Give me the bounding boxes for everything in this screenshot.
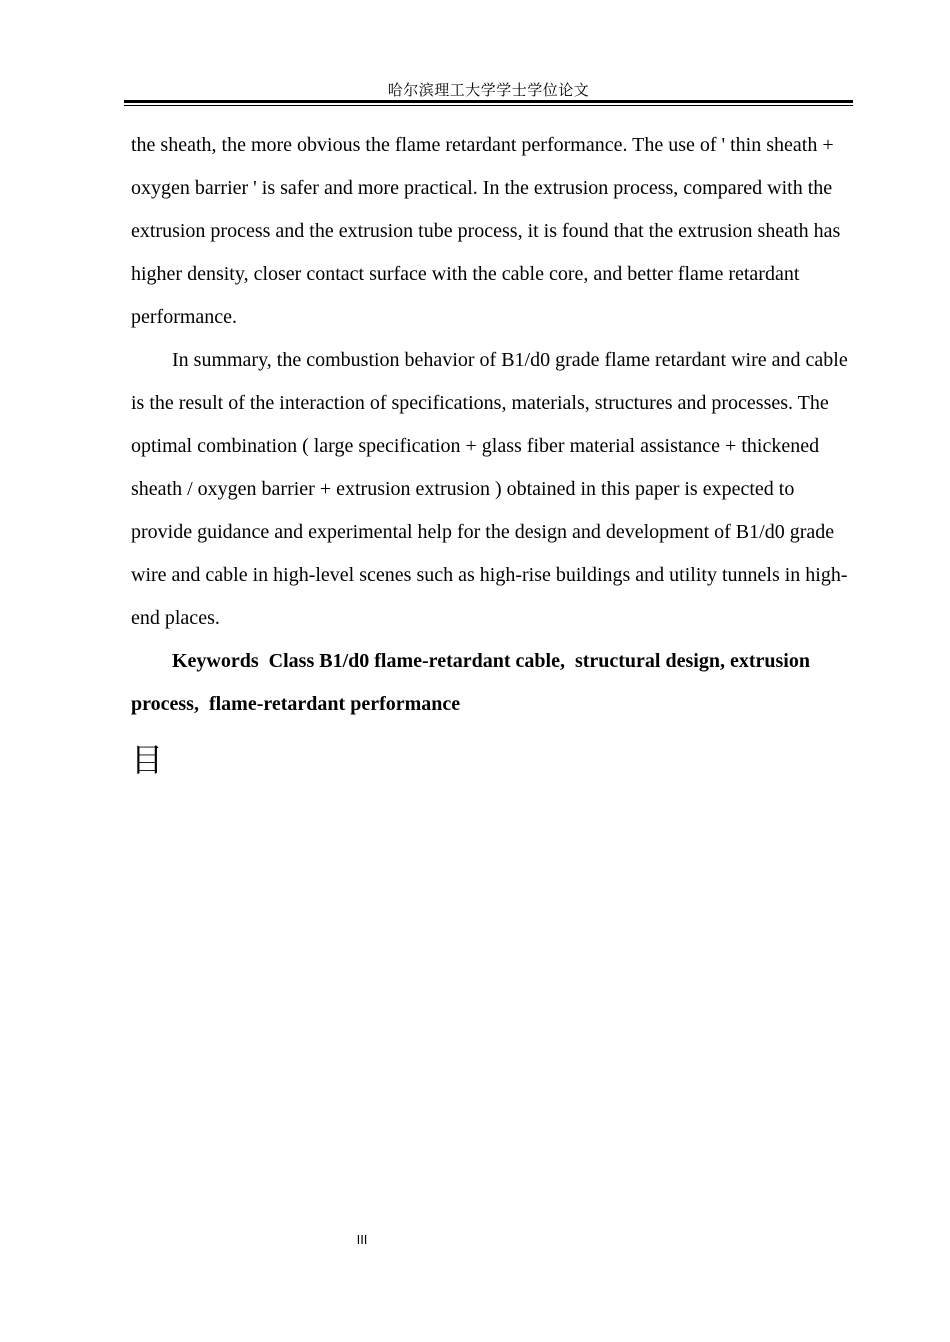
abstract-paragraph-continued: the sheath, the more obvious the flame retardant performance. The use of ' thin sheath + oxygen barrier ' is safer and more practical. In the extrusion process, compared with the extrusion process and the extrusion tube process, it is found that the extrusion sheath has higher density, closer contact surface with the cable core, and better flame retardant performance. xyxy=(131,134,841,328)
page-number: III xyxy=(356,1232,368,1247)
abstract-body xyxy=(131,124,853,726)
keywords-line xyxy=(131,640,853,726)
header-rule-thin xyxy=(124,105,853,106)
running-header-title: 哈尔滨理工大学学士学位论文 xyxy=(387,81,590,99)
abstract-paragraph-summary: In summary, the combustion behavior of B1/d0 grade flame retardant wire and cable is the result of the interaction of specifications, materials, structures and processes. The optimal combination ( large specification + glass fiber material assistance + thickened sheath / oxygen barrier + extrusion extrusion ) obtained in this paper is expected to provide guidance and experimental help for the design and development of B1/d0 grade wire and cable in high-level scenes such as high-rise buildings and utility tunnels in high-end places. xyxy=(131,349,848,629)
toc-heading-fragment: 目 xyxy=(131,741,164,779)
keywords-label: Keywords xyxy=(172,650,259,672)
header-rule-thick xyxy=(124,100,853,103)
keywords-text: Class B1/d0 flame-retardant cable, structural design, extrusion process, flame-retardant performance xyxy=(131,650,815,715)
